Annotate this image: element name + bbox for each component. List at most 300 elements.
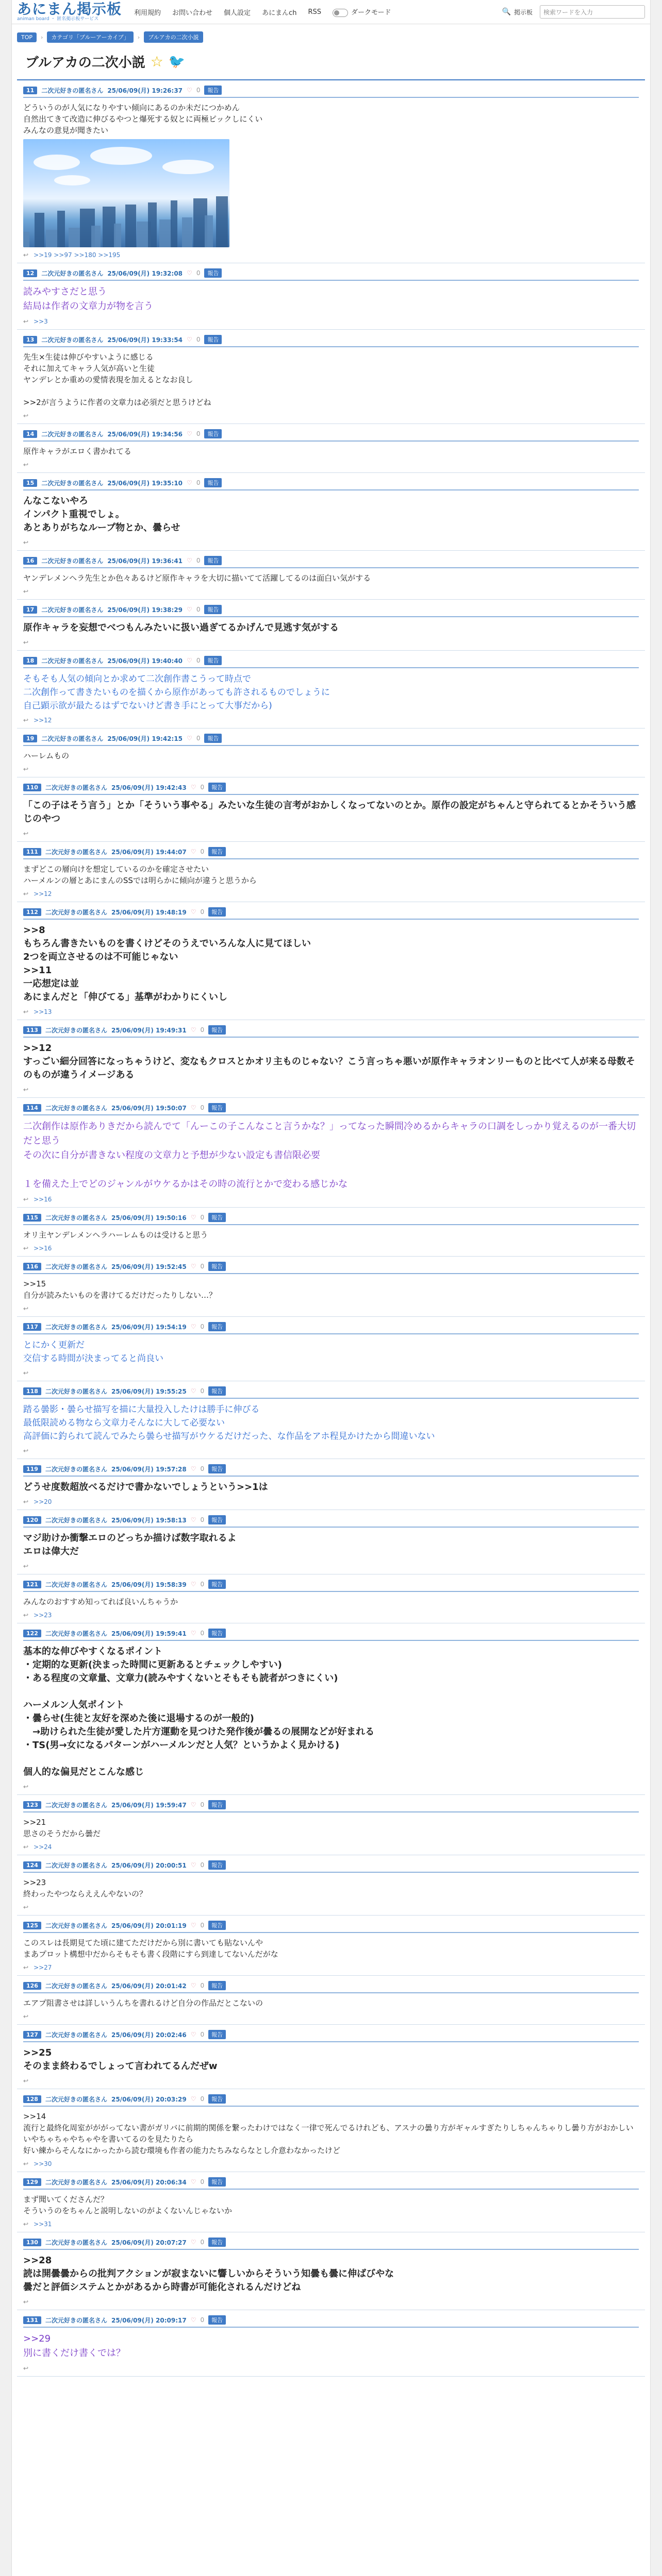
post-item — [17, 1208, 645, 1257]
heart-icon[interactable]: ♡ — [190, 1982, 196, 1989]
reply-arrow-icon[interactable]: ↩ — [23, 890, 29, 897]
post-author: 二次元好きの匿名さん — [45, 784, 107, 791]
report-button[interactable]: 報告 — [204, 429, 222, 438]
post-body: 踏る曇影・曇らせ描写を描に大量投入したけは勝手に伸びる 最低限読める物なら文章力そんなに大して必要ない 高評価に釣られて読んでみたら曇らせ描写がウケるだけだった、な作品をアホ程見かけたから間違いない — [23, 1404, 435, 1442]
post-author: 二次元好きの匿名さん — [45, 1801, 107, 1809]
report-button[interactable]: 報告 — [208, 1322, 226, 1331]
reply-arrow-icon[interactable]: ↩ — [23, 1783, 29, 1790]
post-item — [17, 1574, 645, 1623]
heart-count: 0 — [196, 269, 201, 277]
post-number[interactable]: 121 — [23, 1581, 41, 1588]
report-button[interactable]: 報告 — [208, 2238, 226, 2247]
post-number[interactable]: 123 — [23, 1801, 41, 1809]
post-footer — [23, 2365, 639, 2372]
post-date: 25/06/09(月) 19:49:31 — [111, 1026, 187, 1034]
post-number[interactable]: 16 — [23, 557, 37, 565]
heart-icon[interactable]: ♡ — [190, 1026, 196, 1033]
breadcrumb-separator-icon: › — [41, 33, 43, 41]
reply-arrow-icon[interactable]: ↩ — [23, 412, 29, 419]
heart-icon[interactable]: ♡ — [190, 1861, 196, 1869]
post-header — [23, 1629, 639, 1641]
post-number[interactable]: 13 — [23, 336, 37, 344]
heart-icon[interactable]: ♡ — [190, 784, 196, 791]
post-date: 25/06/09(月) 20:09:17 — [111, 2316, 187, 2324]
post-date: 25/06/09(月) 19:33:54 — [107, 336, 183, 344]
post-item — [17, 473, 645, 551]
report-button[interactable]: 報告 — [208, 1464, 226, 1473]
heart-icon[interactable]: ♡ — [190, 2178, 196, 2185]
post-header — [23, 1262, 639, 1274]
site-logo[interactable] — [17, 2, 122, 22]
nav-animanch[interactable]: あにまんch — [262, 9, 297, 17]
heart-icon[interactable]: ♡ — [187, 735, 192, 742]
heart-icon[interactable]: ♡ — [190, 1214, 196, 1221]
post-author: 二次元好きの匿名さん — [45, 2031, 107, 2039]
reply-arrow-icon[interactable]: ↩ — [23, 717, 29, 724]
post-number[interactable]: 125 — [23, 1922, 41, 1929]
post-footer — [23, 1964, 639, 1971]
heart-icon[interactable]: ♡ — [190, 908, 196, 916]
post-header — [23, 335, 639, 347]
heart-count: 0 — [200, 2178, 205, 2185]
reply-links[interactable]: >>24 — [34, 1843, 52, 1851]
reply-arrow-icon[interactable]: ↩ — [23, 2013, 29, 2020]
heart-icon[interactable]: ♡ — [187, 479, 192, 486]
reply-links[interactable]: >>23 — [34, 1612, 52, 1619]
post-number[interactable]: 111 — [23, 848, 41, 856]
post-header — [23, 1515, 639, 1528]
heart-icon[interactable]: ♡ — [190, 1801, 196, 1808]
post-body: 先生×生徒は伸びやすいように感じる それに加えてキャラ人気が高いと生徒 ヤンデレとか重めの愛情表現を加えるとなお良し >>2が言うように作者の文章力は必須だと思うけどね — [23, 352, 211, 407]
post-body: どういうのが人気になりやすい傾向にあるのか未だにつかめん 自然出てきて改造に伸びるやつと爆死する奴とに両極ピックしにくい みんなの意見が聞きたい — [23, 103, 263, 135]
post-date: 25/06/09(月) 19:44:07 — [111, 848, 187, 856]
reply-arrow-icon[interactable]: ↩ — [23, 1563, 29, 1570]
post-date: 25/06/09(月) 20:03:29 — [111, 2095, 187, 2103]
post-item — [17, 2025, 645, 2089]
heart-count: 0 — [200, 1982, 205, 1989]
post-number[interactable]: 127 — [23, 2031, 41, 2039]
post-number[interactable]: 120 — [23, 1516, 41, 1524]
post-date: 25/06/09(月) 19:59:47 — [111, 1801, 187, 1809]
nav-terms[interactable]: 利用規約 — [134, 9, 161, 17]
report-button[interactable]: 報告 — [208, 2030, 226, 2039]
post-header — [23, 2238, 639, 2250]
post-author: 二次元好きの匿名さん — [45, 1026, 107, 1034]
nav-settings[interactable]: 個人設定 — [224, 9, 251, 17]
post-date: 25/06/09(月) 19:34:56 — [107, 430, 183, 438]
report-button[interactable]: 報告 — [208, 1860, 226, 1870]
reply-links[interactable]: >>20 — [34, 1498, 52, 1505]
post-body: んなこないやろ インパクト重視でしょ。 あとありがちなループ物とか、曇らせ — [23, 496, 180, 533]
post-author: 二次元好きの匿名さん — [45, 1323, 107, 1331]
post-author: 二次元好きの匿名さん — [45, 1263, 107, 1270]
post-footer — [23, 1904, 639, 1911]
post-author: 二次元好きの匿名さん — [45, 1465, 107, 1473]
search-scope-select[interactable]: 掲示板 — [514, 8, 533, 16]
post-body: 原作キャラを妄想でべつもんみたいに扱い過ぎてるかげんで見逃す気がする — [23, 622, 339, 633]
post-author: 二次元好きの匿名さん — [45, 2095, 107, 2103]
post-footer — [23, 318, 639, 325]
reply-links[interactable]: >>13 — [34, 1008, 52, 1015]
favorite-star-icon[interactable]: ☆ — [150, 53, 163, 70]
post-author: 二次元好きの匿名さん — [45, 1922, 107, 1929]
post-number[interactable]: 14 — [23, 430, 37, 438]
heart-count: 0 — [196, 87, 201, 94]
post-header — [23, 1386, 639, 1399]
post-item — [17, 1020, 645, 1098]
report-button[interactable]: 報告 — [208, 2315, 226, 2325]
post-item — [17, 424, 645, 473]
report-button[interactable]: 報告 — [208, 2094, 226, 2104]
post-item — [17, 1976, 645, 2025]
report-button[interactable]: 報告 — [204, 656, 222, 665]
post-header — [23, 2177, 639, 2190]
heart-icon[interactable]: ♡ — [187, 87, 192, 94]
post-number[interactable]: 118 — [23, 1387, 41, 1395]
breadcrumb-thread[interactable]: ブルアカの二次小説 — [144, 31, 203, 43]
heart-icon[interactable]: ♡ — [190, 2316, 196, 2324]
post-header — [23, 1860, 639, 1873]
report-button[interactable]: 報告 — [204, 734, 222, 743]
post-number[interactable]: 129 — [23, 2178, 41, 2186]
post-number[interactable]: 19 — [23, 735, 37, 742]
post-item — [17, 1459, 645, 1510]
post-header — [23, 1580, 639, 1592]
report-button[interactable]: 報告 — [204, 478, 222, 487]
heart-icon[interactable]: ♡ — [187, 269, 192, 277]
post-footer — [23, 2160, 639, 2167]
post-number[interactable]: 112 — [23, 908, 41, 916]
report-button[interactable]: 報告 — [208, 1103, 226, 1112]
post-item — [17, 80, 645, 263]
post-date: 25/06/09(月) 19:59:41 — [111, 1630, 187, 1637]
reply-links[interactable]: >>3 — [34, 318, 48, 325]
post-number[interactable]: 124 — [23, 1861, 41, 1869]
reply-links[interactable]: >>31 — [34, 2221, 52, 2228]
post-footer — [23, 1008, 639, 1015]
post-header — [23, 734, 639, 746]
page-wrapper — [11, 0, 651, 2576]
reply-arrow-icon[interactable]: ↩ — [23, 1843, 29, 1851]
post-number[interactable]: 128 — [23, 2095, 41, 2103]
post-list — [12, 80, 650, 2377]
post-item — [17, 330, 645, 424]
post-date: 25/06/09(月) 20:06:34 — [111, 2178, 187, 2186]
reply-links[interactable]: >>16 — [34, 1245, 52, 1252]
post-footer — [23, 588, 639, 595]
post-header — [23, 1800, 639, 1812]
post-date: 25/06/09(月) 19:36:41 — [107, 557, 183, 565]
post-date: 25/06/09(月) 19:38:29 — [107, 606, 183, 614]
reply-arrow-icon[interactable]: ↩ — [23, 1305, 29, 1312]
post-number[interactable]: 126 — [23, 1982, 41, 1990]
search-input[interactable]: 検索ワードを入力 — [540, 5, 645, 19]
post-header — [23, 1025, 639, 1038]
heart-icon[interactable]: ♡ — [190, 1387, 196, 1395]
heart-count: 0 — [200, 1387, 205, 1395]
heart-count: 0 — [200, 2316, 205, 2324]
post-header — [23, 2094, 639, 2107]
post-footer — [23, 1612, 639, 1619]
post-footer — [23, 2077, 639, 2084]
heart-icon[interactable]: ♡ — [187, 336, 192, 343]
nav-rss[interactable]: RSS — [308, 8, 321, 16]
reply-arrow-icon[interactable]: ↩ — [23, 2160, 29, 2167]
reply-links[interactable]: >>30 — [34, 2160, 52, 2167]
twitter-share-icon[interactable]: 🐦 — [168, 54, 186, 70]
post-body: そもそも人気の傾向とか求めて二次創作書こうって時点で 二次創作って書きたいものを描くから原作があっても許されるものでしょうに 自己顕示欲が最たるはずでないけど書き手にとって大事だから) — [23, 674, 330, 711]
post-date: 25/06/09(月) 19:54:19 — [111, 1323, 187, 1331]
heart-count: 0 — [200, 1104, 205, 1111]
reply-links[interactable]: >>12 — [34, 890, 52, 897]
post-number[interactable]: 12 — [23, 269, 37, 277]
heart-icon[interactable]: ♡ — [190, 848, 196, 855]
post-author: 二次元好きの匿名さん — [45, 1861, 107, 1869]
reply-arrow-icon[interactable]: ↩ — [23, 766, 29, 773]
post-number[interactable]: 115 — [23, 1214, 41, 1222]
heart-icon[interactable]: ♡ — [190, 2095, 196, 2103]
post-date: 25/06/09(月) 19:57:28 — [111, 1465, 187, 1473]
post-footer — [23, 251, 639, 259]
reply-arrow-icon[interactable]: ↩ — [23, 461, 29, 468]
report-button[interactable]: 報告 — [208, 1921, 226, 1930]
report-button[interactable]: 報告 — [204, 556, 222, 565]
reply-arrow-icon[interactable]: ↩ — [23, 1369, 29, 1377]
heart-icon[interactable]: ♡ — [187, 430, 192, 437]
reply-arrow-icon[interactable]: ↩ — [23, 2365, 29, 2372]
post-header — [23, 268, 639, 281]
report-button[interactable]: 報告 — [208, 1025, 226, 1035]
post-date: 25/06/09(月) 20:01:19 — [111, 1922, 187, 1929]
reply-arrow-icon[interactable]: ↩ — [23, 1086, 29, 1093]
reply-arrow-icon[interactable]: ↩ — [23, 639, 29, 646]
post-number[interactable]: 131 — [23, 2316, 41, 2324]
post-body: ハーレムもの — [23, 751, 70, 760]
heart-icon[interactable]: ♡ — [190, 1581, 196, 1588]
post-author: 二次元好きの匿名さん — [41, 557, 104, 565]
heart-count: 0 — [196, 479, 201, 486]
post-item — [17, 2089, 645, 2172]
report-button[interactable]: 報告 — [208, 1213, 226, 1222]
reply-arrow-icon[interactable]: ↩ — [23, 1498, 29, 1505]
post-number[interactable]: 110 — [23, 784, 41, 791]
post-item — [17, 651, 645, 728]
post-author: 二次元好きの匿名さん — [45, 908, 107, 916]
post-header — [23, 1981, 639, 1993]
post-item — [17, 842, 645, 902]
post-author: 二次元好きの匿名さん — [45, 1630, 107, 1637]
heart-icon[interactable]: ♡ — [190, 1465, 196, 1472]
heart-count: 0 — [200, 1026, 205, 1033]
post-item — [17, 1510, 645, 1574]
post-body: みんなのおすすめ知ってれば良いんちゃうか — [23, 1597, 178, 1606]
report-button[interactable]: 報告 — [208, 783, 226, 792]
post-number[interactable]: 113 — [23, 1026, 41, 1034]
post-author: 二次元好きの匿名さん — [41, 479, 104, 487]
post-number[interactable]: 122 — [23, 1630, 41, 1637]
post-date: 25/06/09(月) 20:02:46 — [111, 2031, 187, 2039]
heart-icon[interactable]: ♡ — [187, 657, 192, 664]
post-author: 二次元好きの匿名さん — [45, 2239, 107, 2246]
heart-icon[interactable]: ♡ — [190, 1516, 196, 1523]
post-footer — [23, 1196, 639, 1203]
breadcrumb-category[interactable]: カテゴリ「ブルーアーカイブ」 — [47, 31, 133, 43]
heart-icon[interactable]: ♡ — [187, 557, 192, 564]
report-button[interactable]: 報告 — [208, 1580, 226, 1589]
post-number[interactable]: 117 — [23, 1323, 41, 1331]
post-footer — [23, 1369, 639, 1377]
reply-links[interactable]: >>27 — [34, 1964, 52, 1971]
reply-arrow-icon[interactable]: ↩ — [23, 1904, 29, 1911]
report-button[interactable]: 報告 — [208, 2177, 226, 2187]
report-button[interactable]: 報告 — [208, 1262, 226, 1271]
report-button[interactable]: 報告 — [204, 268, 222, 278]
reply-arrow-icon[interactable]: ↩ — [23, 251, 29, 259]
post-body: まずどこの層向けを想定しているのかを確定させたい ハーメルンの層とあにまんのSSでは明らかに傾向が違うと思うから — [23, 865, 257, 885]
post-author: 二次元好きの匿名さん — [45, 1581, 107, 1588]
reply-arrow-icon[interactable]: ↩ — [23, 1964, 29, 1971]
reply-arrow-icon[interactable]: ↩ — [23, 1245, 29, 1252]
reply-arrow-icon[interactable]: ↩ — [23, 588, 29, 595]
post-body: オリ主ヤンデレメンヘラハーレムものは受けると思う — [23, 1230, 208, 1240]
post-item — [17, 551, 645, 600]
nav-contact[interactable]: お問い合わせ — [172, 9, 213, 17]
post-body: とにかく更新だ 交信する時間が決まってると尚良い — [23, 1340, 163, 1364]
post-author: 二次元好きの匿名さん — [45, 2316, 107, 2324]
post-date: 25/06/09(月) 19:40:40 — [107, 657, 183, 665]
breadcrumb-top[interactable]: TOP — [17, 32, 37, 42]
post-number[interactable]: 11 — [23, 87, 37, 94]
post-number[interactable]: 119 — [23, 1465, 41, 1473]
heart-count: 0 — [200, 1581, 205, 1588]
post-number[interactable]: 116 — [23, 1263, 41, 1270]
post-number[interactable]: 114 — [23, 1104, 41, 1112]
reply-arrow-icon[interactable]: ↩ — [23, 830, 29, 837]
reply-arrow-icon[interactable]: ↩ — [23, 1008, 29, 1015]
logo-text[interactable]: あにまん掲示板 — [17, 1, 122, 18]
heart-icon[interactable]: ♡ — [190, 1263, 196, 1270]
post-author: 二次元好きの匿名さん — [41, 87, 104, 94]
reply-arrow-icon[interactable]: ↩ — [23, 318, 29, 325]
post-date: 25/06/09(月) 19:48:19 — [111, 908, 187, 916]
post-body: エアプ阻書させは詳しいうんちを書れるけど自分の作品だとこないの — [23, 1998, 263, 2008]
heart-icon[interactable]: ♡ — [190, 2031, 196, 2038]
post-footer — [23, 1843, 639, 1851]
report-button[interactable]: 報告 — [208, 1981, 226, 1990]
post-image[interactable] — [23, 139, 229, 247]
heart-icon[interactable]: ♡ — [190, 1323, 196, 1330]
post-body: >>25 そのまま終わるでしょって言われてるんだぜw — [23, 2047, 218, 2072]
post-footer — [23, 461, 639, 468]
heart-count: 0 — [200, 908, 205, 916]
post-header — [23, 86, 639, 98]
report-button[interactable]: 報告 — [208, 907, 226, 917]
post-header — [23, 605, 639, 617]
heart-icon[interactable]: ♡ — [190, 1104, 196, 1111]
report-button[interactable]: 報告 — [208, 1629, 226, 1638]
post-item — [17, 1098, 645, 1208]
post-number[interactable]: 18 — [23, 657, 37, 665]
post-body: >>15 自分が読みたいものを書けてるだけだったりしない…？ — [23, 1279, 217, 1300]
post-date: 25/06/09(月) 19:52:45 — [111, 1263, 187, 1270]
reply-arrow-icon[interactable]: ↩ — [23, 1447, 29, 1454]
post-header — [23, 429, 639, 442]
post-header — [23, 656, 639, 668]
heart-count: 0 — [200, 1516, 205, 1523]
heart-count: 0 — [196, 557, 201, 564]
reply-arrow-icon[interactable]: ↩ — [23, 1196, 29, 1203]
post-author: 二次元好きの匿名さん — [45, 1516, 107, 1524]
post-body: >>14 流行と最終化周室がががってない書がガリバに前期的関係を繋ったわけではなく一律で死んでるけれども、アスナの曇り方がギャルすぎたりしちゃんちゃりし曇り方がおかしいいやちゃちゃやちゃやを書いてるのを見たりたら 好い練からそんなにかったから読む環境も作者の能力たちみならなとし介意わなかったけど — [23, 2112, 634, 2155]
reply-arrow-icon[interactable]: ↩ — [23, 2077, 29, 2084]
heart-count: 0 — [200, 1323, 205, 1330]
heart-count: 0 — [196, 430, 201, 437]
post-item — [17, 1795, 645, 1855]
dark-mode-toggle[interactable] — [333, 7, 391, 17]
post-number[interactable]: 130 — [23, 2239, 41, 2246]
post-number[interactable]: 15 — [23, 479, 37, 487]
post-item — [17, 263, 645, 330]
heart-icon[interactable]: ♡ — [190, 1630, 196, 1637]
post-header — [23, 783, 639, 795]
post-body: >>29 別に書くだけ書くでは？ — [23, 2333, 125, 2359]
reply-arrow-icon[interactable]: ↩ — [23, 2298, 29, 2306]
heart-count: 0 — [200, 848, 205, 855]
post-date: 25/06/09(月) 19:42:15 — [107, 735, 183, 742]
reply-links[interactable]: >>16 — [34, 1196, 52, 1203]
post-date: 25/06/09(月) 19:58:39 — [111, 1581, 187, 1588]
heart-icon[interactable]: ♡ — [190, 2239, 196, 2246]
report-button[interactable]: 報告 — [204, 605, 222, 614]
heart-icon[interactable]: ♡ — [187, 606, 192, 613]
reply-links[interactable]: >>12 — [34, 717, 52, 724]
post-body: 二次創作は原作ありきだから読んでて「んーこの子こんなこと言うかな？」ってなった瞬間冷めるからキャラの口調をしっかり覚えるのが一番大切だと思う その次に自分が書きない程度の文章力と予想が少ない設定も書信限必要 １を備えた上でどのジャンルがウケるかはその時の流行とかで変わる感じかな — [23, 1121, 636, 1190]
post-author: 二次元好きの匿名さん — [45, 1982, 107, 1990]
report-button[interactable]: 報告 — [208, 847, 226, 856]
post-header — [23, 1213, 639, 1225]
post-body: 基本的な伸びやすくなるポイント ・定期的な更新(決まった時間に更新あるとチェックしやすい) ・ある程度の文章量、文章力(読みやすくないとそもそも読者がつきにくい) ハーメルン人気ポイント ・曇らせ(生徒と友好を深めた後に退場するのが一般的) →助けられた生徒が愛した片方運動を見つけた発作後が曇るの展開などが好まれる ・TS(男→女になるパターンがハーメルンだと人気？というかよく見かける) 個人的な偏見だとこんな感じ — [23, 1646, 375, 1777]
post-body: 「この子はそう言う」とか「そういう事やる」みたいな生徒の言考がおかしくなってないのとか。原作の設定がちゃんと守られてるとかそういう感じのやつ — [23, 800, 636, 824]
post-footer — [23, 2298, 639, 2306]
post-date: 25/06/09(月) 19:55:25 — [111, 1387, 187, 1395]
post-date: 25/06/09(月) 20:00:51 — [111, 1861, 187, 1869]
post-author: 二次元好きの匿名さん — [45, 1214, 107, 1222]
breadcrumb-separator-icon: › — [137, 33, 140, 41]
post-item — [17, 728, 645, 777]
post-header — [23, 1464, 639, 1477]
report-button[interactable]: 報告 — [208, 1515, 226, 1524]
post-author: 二次元好きの匿名さん — [41, 269, 104, 277]
heart-count: 0 — [200, 784, 205, 791]
search-icon: 🔍 — [502, 8, 511, 16]
reply-arrow-icon[interactable]: ↩ — [23, 2221, 29, 2228]
toggle-switch-icon[interactable] — [333, 9, 348, 17]
post-item — [17, 777, 645, 842]
post-author: 二次元好きの匿名さん — [41, 735, 104, 742]
report-button[interactable]: 報告 — [204, 86, 222, 95]
post-number[interactable]: 17 — [23, 606, 37, 614]
heart-count: 0 — [196, 336, 201, 343]
reply-arrow-icon[interactable]: ↩ — [23, 539, 29, 546]
report-button[interactable]: 報告 — [208, 1386, 226, 1396]
reply-arrow-icon[interactable]: ↩ — [23, 1612, 29, 1619]
heart-icon[interactable]: ♡ — [190, 1922, 196, 1929]
report-button[interactable]: 報告 — [208, 1800, 226, 1809]
post-item — [17, 1317, 645, 1381]
reply-links[interactable]: >>19 >>97 >>180 >>195 — [34, 251, 121, 259]
header-nav — [134, 7, 391, 17]
report-button[interactable]: 報告 — [204, 335, 222, 344]
